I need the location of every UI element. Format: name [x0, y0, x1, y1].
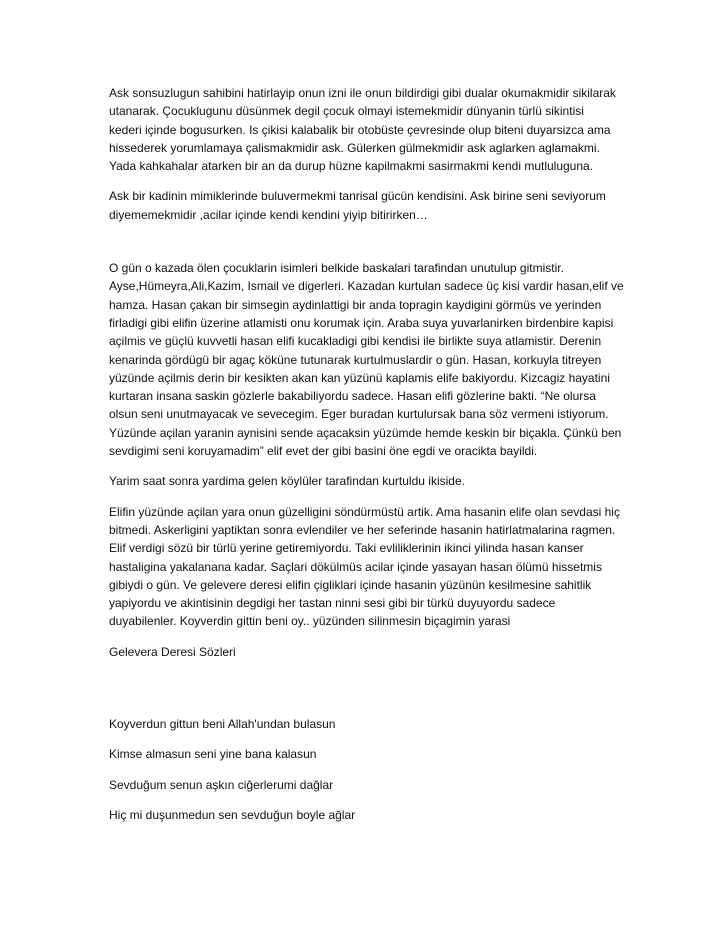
text-line: Koyverdun gittun beni Allah'undan bulasun [109, 717, 336, 732]
lyric-line [109, 715, 629, 733]
blank-spacer [109, 236, 629, 259]
text-line: Hiç mi duşunmedun sen sevduğun boyle ağlar [109, 807, 356, 822]
lyric-line [109, 745, 629, 763]
text-line: gibiydi o gün. Ve gelevere deresi elifin çigliklari içinde hasanin yüzünün kesilmesine sahitlik [109, 577, 592, 592]
lyrics-heading [109, 643, 629, 661]
text-line: sevdigimi seni koruyamadim” elif evet der gibi basini öne egdi ve oracikta bayildi. [109, 444, 538, 459]
text-line: yapiyordu ve akintisinin degdigi her tastan ninni sesi gibi bir türkü duyuyordu sadece [109, 596, 556, 611]
text-line: olsun seni unutmayacak ve sevecegim. Eger buradan kurtulursak bana söz vermeni istiyorum. [109, 407, 609, 422]
text-line: Sevduğum senun aşkın ciğerlerumi dağlar [109, 777, 334, 792]
text-line: firladigi gibi elifin üzerine atlamisti onu korumak için. Araba suya yuvarlanirken birdenbire kapisi [109, 315, 614, 330]
blank-spacer [109, 673, 629, 715]
text-line: Gelevera Deresi Sözleri [109, 644, 236, 659]
text-line: duyabilenler. Koyverdin gittin beni oy.. yüzünden silinmesin biçagimin yarasi [109, 614, 511, 629]
paragraph-ask-sonsuzlugun [109, 84, 629, 175]
text-line: kederi içinde bogusurken. Is çikisi kalabalik bir otobüste çevresinde olup biteni duyarsizca ama [109, 122, 611, 137]
text-line: kurtaran insana saskin gözlerle bakabiliyordu sadece. Hasan elifi gözlerine bakti. “Ne olursa [109, 389, 596, 404]
text-line: Yada kahkahalar atarken bir an da durup hüzne kapilmakmi sasirmakmi kendi mutluluguna. [109, 159, 594, 174]
text-line: Ayse,Hümeyra,Ali,Kazim, Ismail ve digerleri. Kazadan kurtulan sadece üç kisi vardir hasan,elif ve [109, 279, 624, 294]
text-line: Kimse almasun seni yine bana kalasun [109, 747, 317, 762]
text-line: Ask bir kadinin mimiklerinde buluvermekmi tanrisal gücün kendisini. Ask birine seni seviyorum [109, 189, 606, 204]
paragraph-story [109, 259, 629, 460]
paragraph-ask-bir-kadinin [109, 187, 629, 224]
text-line: Yüzünde açilan yaranin aynisini sende açacaksin yüzümde hemde keskin bir biçakla. Çünkü ben [109, 425, 622, 440]
text-line: Elif verdigi sözü bir türlü yerine getiremiyordu. Taki evliliklerinin ikinci yilinda hasan kanser [109, 541, 584, 556]
lyric-line [109, 806, 629, 824]
text-line: utanarak. Çocuklugunu düsünmek degil çocuk olmayi istemekmidir dünyanin türlü sikintisi [109, 104, 584, 119]
text-line: O gün o kazada ölen çocuklarin isimleri belkide baskalari tarafindan unutulup gitmistir. [109, 261, 564, 276]
text-line: açilmis ve güçlü kuvvetli hasan elifi kucakladigi gibi kendisi ile birlikte suya atlamistir. Derenin [109, 334, 602, 349]
lyric-line [109, 776, 629, 794]
text-line: yüzünde açilmis derin bir kesikten akan kan yüzünü kaplamis elife bakiyordu. Kizcagiz hayatini [109, 370, 610, 385]
text-line: Yarim saat sonra yardima gelen köylüler tarafindan kurtuldu ikiside. [109, 474, 465, 489]
text-line: diyememekmidir ,acilar içinde kendi kendini yiyip bitirirken… [109, 207, 428, 222]
text-line: Elifin yüzünde açilan yara onun güzelligini söndürmüstü artik. Ama hasanin elife olan sevdasi hiç [109, 504, 620, 519]
text-line: bitmedi. Askerligini yaptiktan sonra evlendiler ve her seferinde hasanin hatirlatmalarina ragmen. [109, 522, 616, 537]
text-line: hissederek yorumlamaya çalismakmidir ask. Gülerken gülmekmidir ask aglarken aglamakmi. [109, 140, 600, 155]
text-line: kenarinda gördügü bir agaç köküne tutunarak kurtulmuslardir o gün. Hasan, korkuyla titreyen [109, 352, 602, 367]
text-line: hamza. Hasan çakan bir simsegin aydinlattigi bir anda topragin kaydigini görmüs ve yerinden [109, 297, 602, 312]
text-line: Ask sonsuzlugun sahibini hatirlayip onun izni ile onun bildirdigi gibi dualar okumakmidir sikilarak [109, 86, 616, 100]
document-body [109, 84, 629, 836]
paragraph-elifin-yuzunde [109, 503, 629, 631]
text-line: hastaligina yakalanana kadar. Saçlari dökülmüs acilar içinde yasayan hasan ölümü hissetmis [109, 559, 602, 574]
paragraph-rescue [109, 472, 629, 490]
